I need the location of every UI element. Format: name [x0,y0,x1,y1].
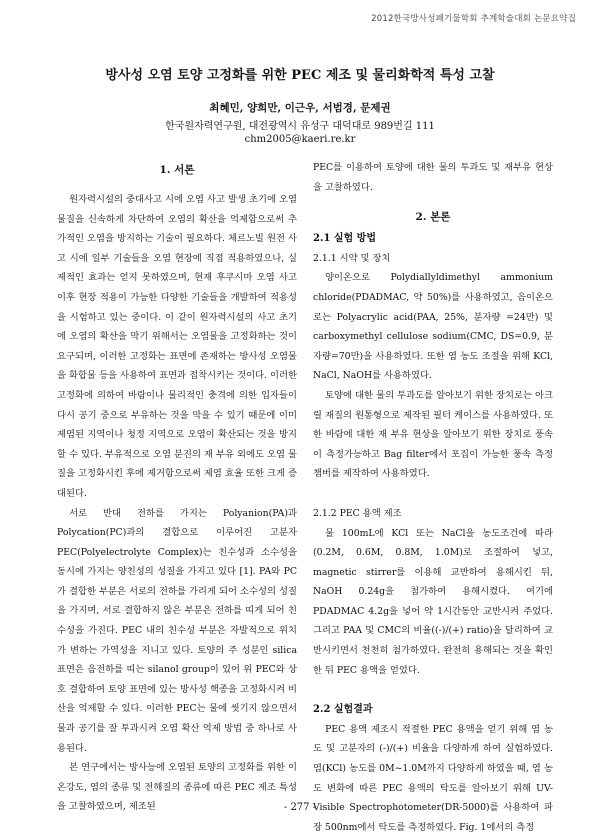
methods-paragraph-1: 양이온으로 Polydiallyldimethyl ammonium chloride(PDADMAC, 약 50%)를 사용하였고, 음이온으로는 Polyacrylic acid(PAA, 25%, 분자량 =24만) 및 carboxymethyl cellulose sodium(CMC, DS=0.9, 분자량=70만)을 사용하였다. 또한 염 농도 조절을 위해 KCl, NaCl, NaOH를 사용하였다. [313,272,553,382]
subsubsection-heading-reagents: 2.1.1 시약 및 장치 [313,252,391,264]
intro-paragraph-3-cont: PEC를 이용하여 토양에 대한 물의 투과도 및 재부유 현상을 고찰하였다. [313,162,553,193]
intro-paragraph-2: 서로 반대 전하를 가지는 Polyanion(PA)과 Polycation(PC)과의 결합으로 이루어진 고분자 PEC(Polyelectrolyte Complex)는 친수성과 소수성을 동시에 가지는 양친성의 성질을 가지고 있다 [1]. PA와 PC가 결합한 부분은 서로의 전하를 가리게 되어 소수성의 성질을 가지며, 서로 결합하지 않은 부분은 전하를 띠게 되어 친수성을 가진다. PEC 내의 친수성 부분은 자발적으로 위치가 변하는 가역성을 지니고 있다. 토양의 주 성분인 silica 표면은 음전하를 띠는 silanol group이 있어 위 PEC와 상호 결합하여 토양 표면에 있는 방사성 핵종을 고정화시켜 비산을 억제할 수 있다. 이러한 PEC는 물에 씻기지 않으면서 물과 공기를 잘 투과시켜 오염 확산 억제 방법 중 하나로 사용된다. [57,507,297,754]
section-heading-intro: 1. 서론 [159,164,195,176]
section-heading-main: 2. 본론 [415,211,451,224]
intro-paragraph-1: 원자력시설의 중대사고 시에 오염 사고 발생 초기에 오염물질을 신속하게 차단하여 오염의 확산을 억제함으로써 추가적인 오염을 방지하는 기술이 필요하다. 체르노빌 원전 사고 시에 일부 기술들을 오염 현장에 직접 적용하였으나, 실제적인 효과는 얻지 못하였으며, 현재 후쿠시마 오염 사고 이후 현장 적용이 가능한 다양한 기술들을 개발하여 적용성을 시험하고 있는 중이다. 이 같이 원자력시설의 사고 초기에 오염의 확산을 막기 위해서는 오염물을 고정화하는 것이 요구되며, 이러한 고정화는 표면에 존재하는 방사성 오염물을 화합물 등을 사용하여 표면과 접착시키는 것이다. 이러한 고정화에 의하여 바람이나 물리적인 충격에 의한 입자들이 다시 공기 중으로 부유하는 것을 막을 수 있기 때문에 이미 제염된 지역이나 청정 지역으로 오염이 확산되는 것을 방지할 수 있다. 부유적으로 오염 분진의 재 부유 외에도 오염 물질을 고정화시킨 후에 제거함으로써 제염 효율 또한 크게 증대된다. [57,194,297,499]
subsection-heading-results: 2.2 실험결과 [313,704,373,716]
email: chm2005@kaeri.re.kr [244,134,356,145]
author-list: 최혜민, 양희만, 이근우, 서범경, 문제권 [209,102,391,114]
running-header: 2012한국방사성폐기물학회 추계학술대회 논문요약집 [371,14,576,24]
subsubsection-heading-pec-prep: 2.1.2 PEC 용액 제조 [313,507,402,519]
intro-paragraph-3: 본 연구에서는 방사능에 오염된 토양의 고정화를 위한 이온강도, 염의 종류 및 전해질의 종류에 따른 PEC 제조 특성을 고찰하였으며, 제조된 [57,762,297,813]
pec-prep-paragraph: 물 100mL에 KCl 또는 NaCl을 농도조건에 따라(0.2M, 0.6M, 0.8M, 1.0M)로 조절하여 넣고, magnetic stirrer를 이용해 교반하여 용해시킨 뒤, NaOH 0.24g을 첨가하여 용해시켰다. 여기에 PDADMAC 4.2g을 넣어 약 1시간동안 교반시켜 주었다. 그리고 PAA 및 CMC의 비율((-)/(+) ratio)을 달리하여 교반시키면서 천천히 첨가하였다. 완전히 용해되는 것을 확인한 뒤 PEC 용액을 얻었다. [313,527,553,676]
right-column [313,158,553,837]
affiliation: 한국원자력연구원, 대전광역시 유성구 대덕대로 989번길 111 [165,121,435,132]
subsection-heading-methods: 2.1 실험 방법 [313,233,377,245]
left-column [57,158,297,817]
page-number: - 277 - [283,802,317,813]
results-paragraph: PEC 용액 제조시 적절한 PEC 용액을 얻기 위해 염 농도 및 고분자의 (-)/(+) 비율을 다양하게 하여 실험하였다. 염(KCl) 농도를 0M~1.0M까지 다양하게 하였을 때, 염 농도 변화에 따른 PEC 용액의 탁도를 알아보기 위해 UV-Visible Spectrophotometer(DR-5000)를 사용하여 파장 500nm에서 탁도를 측정하였다. Fig. 1에서의 측정 [313,723,553,833]
methods-paragraph-2: 토양에 대한 물의 투과도를 알아보기 위한 장치로는 아크릴 재질의 원통형으로 제작된 필터 케이스를 사용하였다. 또한 바람에 대한 재 부유 현상을 알아보기 위한 장치로 풍속이 측정가능하고 Bag filter에서 포집이 가능한 풍속 측정 챔버를 제작하여 사용하였다. [313,389,553,480]
paper-title: 방사성 오염 토양 고정화를 위한 PEC 제조 및 물리화학적 특성 고찰 [105,68,495,83]
